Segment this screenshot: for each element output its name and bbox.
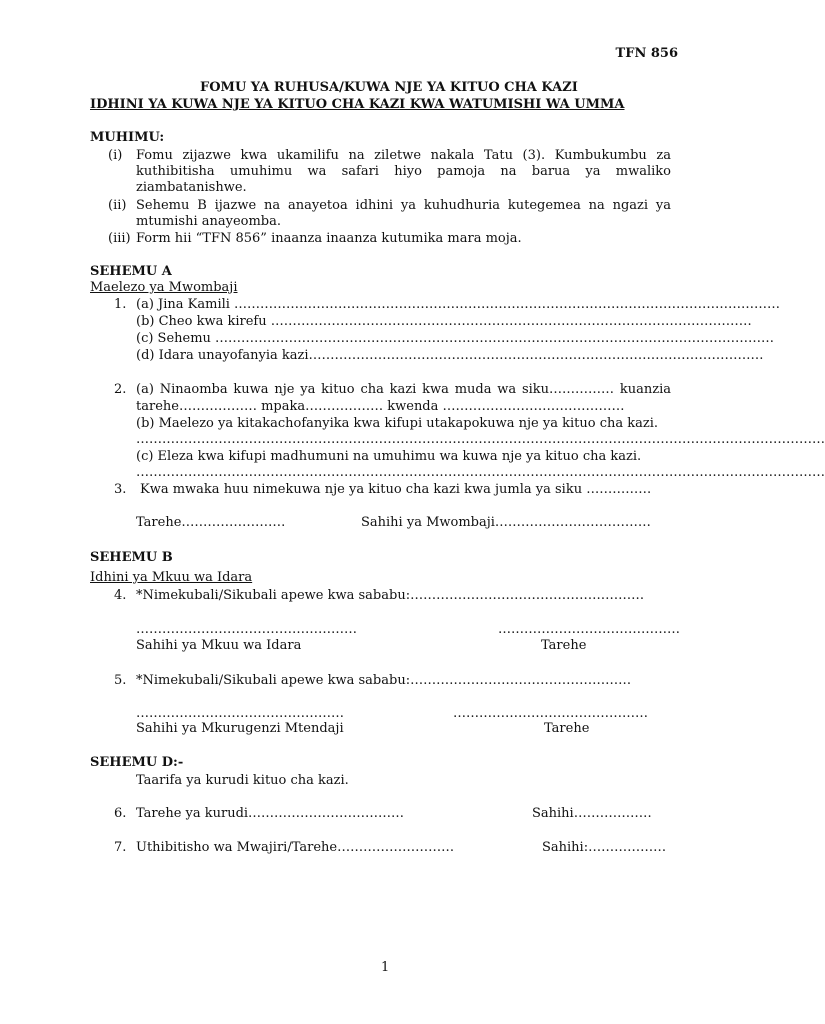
q7-number: 7. <box>114 840 127 855</box>
q1-number: 1. <box>114 297 127 312</box>
muhimu-item-1-line-1: Fomu zijazwe kwa ukamilifu na ziletwe nakala Tatu (3). Kumbukumbu za <box>136 148 671 163</box>
q3-days-total-field[interactable]: Kwa mwaka huu nimekuwa nje ya kituo cha kazi kwa jumla ya siku …………… <box>140 482 652 497</box>
q6-return-date-field[interactable]: Tarehe ya kurudi……………………………… <box>136 806 405 821</box>
sehemu-d-subheading: Taarifa ya kurudi kituo cha kazi. <box>136 773 349 788</box>
q6-signature-field[interactable]: Sahihi……………… <box>532 806 652 821</box>
muhimu-item-3-line-1: Form hii “TFN 856” inaanza inaanza kutumika mara moja. <box>136 231 522 246</box>
sehemu-b-heading: SEHEMU B <box>90 550 173 565</box>
sehemu-d-heading: SEHEMU D:- <box>90 755 184 770</box>
muhimu-num-1: (i) <box>108 148 123 163</box>
q5-date-line[interactable]: ……………………………………… <box>453 706 648 721</box>
applicant-signature-field[interactable]: Sahihi ya Mwombaji……………………………… <box>361 515 651 530</box>
q2-purpose-label: (c) Eleza kwa kifupi madhumuni na umuhimu wa kuwa nje ya kituo cha kazi. <box>136 449 642 464</box>
form-subtitle: IDHINI YA KUWA NJE YA KITUO CHA KAZI KWA WATUMISHI WA UMMA <box>90 97 625 112</box>
q5-reason-field[interactable]: *Nimekubali/Sikubali apewe kwa sababu:…………………………………………… <box>136 673 632 688</box>
q5-signature-line[interactable]: ………………………………………… <box>136 706 344 721</box>
q4-date-label: Tarehe <box>541 638 587 653</box>
q4-signature-label: Sahihi ya Mkuu wa Idara <box>136 638 302 653</box>
q1-title-field[interactable]: (b) Cheo kwa kirefu ………………………………………………………………………………………………… <box>136 314 752 329</box>
q2-days-field[interactable]: (a) Ninaomba kuwa nje ya kituo cha kazi kwa muda wa siku…………… kuanzia <box>136 382 671 397</box>
q1-section-field[interactable]: (c) Sehemu ………………………………………………………………………………………………………………… <box>136 331 775 346</box>
q2-number: 2. <box>114 382 127 397</box>
muhimu-item-1-line-2: kuthibitisha umuhimu wa safari hiyo pamoja na barua ya mwaliko <box>136 164 671 179</box>
q1-department-field[interactable]: (d) Idara unayofanyia kazi…………………………………………………………………………………………… <box>136 348 764 363</box>
q4-reason-field[interactable]: *Nimekubali/Sikubali apewe kwa sababu:……………………………………………… <box>136 588 645 603</box>
form-title: FOMU YA RUHUSA/KUWA NJE YA KITUO CHA KAZI <box>200 80 578 95</box>
form-code: TFN 856 <box>615 46 678 61</box>
q5-date-label: Tarehe <box>544 721 590 736</box>
q3-number: 3. <box>114 482 127 497</box>
q4-date-line[interactable]: …………………………………… <box>498 622 680 637</box>
muhimu-num-2: (ii) <box>108 198 127 213</box>
q7-signature-field[interactable]: Sahihi:……………… <box>542 840 667 855</box>
q5-signature-label: Sahihi ya Mkurugenzi Mtendaji <box>136 721 344 736</box>
q1-full-name-field[interactable]: (a) Jina Kamili ……………………………………………………………………………………………………………… <box>136 297 781 312</box>
page-number: 1 <box>381 960 390 975</box>
q2-dates-destination-field[interactable]: tarehe……………… mpaka……………… kwenda …………………………………… <box>136 399 625 414</box>
applicant-date-field[interactable]: Tarehe…………………… <box>136 515 286 530</box>
q5-number: 5. <box>114 673 127 688</box>
muhimu-heading: MUHIMU: <box>90 130 165 145</box>
q7-employer-confirmation-field[interactable]: Uthibitisho wa Mwajiri/Tarehe……………………… <box>136 840 455 855</box>
muhimu-item-2-line-2: mtumishi anayeomba. <box>136 214 282 229</box>
sehemu-a-subheading: Maelezo ya Mwombaji <box>90 280 238 295</box>
sehemu-a-heading: SEHEMU A <box>90 264 172 279</box>
q4-signature-line[interactable]: …………………………………………… <box>136 622 357 637</box>
q2-purpose-field[interactable]: …………………………………………………………………………………………………………………………………………… <box>136 465 825 480</box>
q2-activity-field[interactable]: …………………………………………………………………………………………………………………………………………… <box>136 432 825 447</box>
sehemu-b-subheading: Idhini ya Mkuu wa Idara <box>90 570 253 585</box>
q2-activity-label: (b) Maelezo ya kitakachofanyika kwa kifupi utakapokuwa nje ya kituo cha kazi. <box>136 416 659 431</box>
muhimu-item-1-line-3: ziambatanishwe. <box>136 180 247 195</box>
muhimu-item-2-line-1: Sehemu B ijazwe na anayetoa idhini ya kuhudhuria kutegemea na ngazi ya <box>136 198 671 213</box>
q6-number: 6. <box>114 806 127 821</box>
q4-number: 4. <box>114 588 127 603</box>
muhimu-num-3: (iii) <box>108 231 131 246</box>
